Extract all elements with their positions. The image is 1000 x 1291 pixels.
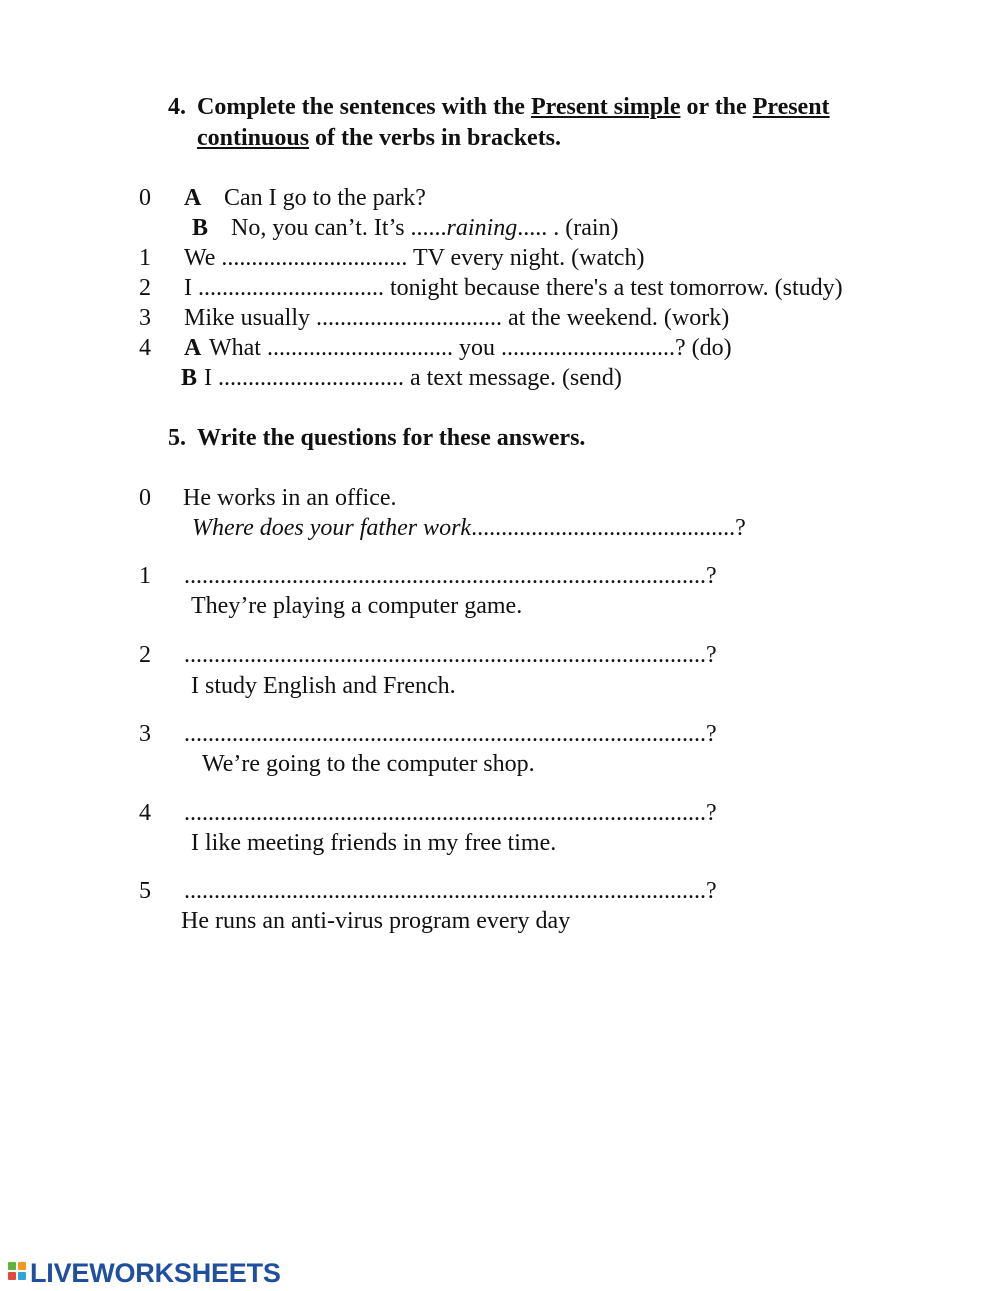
s5-item-1-number: 1 [139,563,151,589]
s4-item-0b-speaker: B [192,215,209,241]
liveworksheets-logo-icon [8,1260,28,1286]
s4-item-0b-line [231,214,619,242]
s4-item-0b-text-before: No, you can’t. It’s ...... [231,215,447,241]
s4-item-1-number: 1 [139,245,151,271]
section-5-heading [168,423,585,453]
s4-item-4-number: 4 [139,335,151,361]
s4-item-4b-speaker: B [181,365,198,391]
s5-item-2-blank[interactable]: .......................................................................................? [184,642,717,668]
s5-item-4-answer: I like meeting friends in my free time. [191,830,557,856]
section-4-title-part2: or the [680,94,753,120]
s4-item-1-text[interactable]: We ............................... TV every night. (watch) [184,245,645,271]
s4-item-4-text[interactable]: What ............................... you .............................? (do) [209,335,732,361]
section-5-title: Write the questions for these answers. [197,425,586,451]
s5-example-question-line [192,514,746,542]
s5-item-3-number: 3 [139,721,151,747]
s5-example-number: 0 [139,485,151,511]
section-4-number: 4. [168,94,186,120]
section-4-title-part1: Complete the sentences with the [197,94,531,120]
liveworksheets-logo-text: LIVEWORKSHEETS [30,1258,281,1288]
s5-example-question: Where does your father work [192,515,472,541]
s4-item-3-text[interactable]: Mike usually ............................... at the weekend. (work) [184,305,730,331]
s4-item-3-number: 3 [139,305,151,331]
s4-item-0-number: 0 [139,185,151,211]
liveworksheets-logo[interactable] [8,1258,281,1288]
s5-item-4-blank[interactable]: .......................................................................................? [184,800,717,826]
s4-item-2-text[interactable]: I ............................... tonight because there's a test tomorrow. (study) [184,275,843,301]
section-5-number: 5. [168,425,186,451]
s4-item-2-number: 2 [139,275,151,301]
section-4-title-present-continuous-1: Present [752,94,830,120]
s5-item-3-answer: We’re going to the computer shop. [202,751,535,777]
s5-example-answer: He works in an office. [183,485,397,511]
section-4-title-part3: of the verbs in brackets. [309,125,562,151]
s4-item-0-text: Can I go to the park? [224,185,426,211]
s4-item-0b-answer: raining [446,215,518,241]
s5-item-2-answer: I study English and French. [191,673,456,699]
s5-item-3-blank[interactable]: .......................................................................................? [184,721,717,747]
section-4-heading-line2 [197,123,561,153]
s5-item-1-answer: They’re playing a computer game. [191,593,523,619]
s4-item-4-speaker: A [184,335,202,361]
s5-item-1-blank[interactable]: .......................................................................................? [184,563,717,589]
s5-item-2-number: 2 [139,642,151,668]
s5-example-question-dots: ............................................? [471,515,746,541]
s5-item-5-blank[interactable]: .......................................................................................? [184,878,717,904]
section-4-title-present-simple: Present simple [530,94,681,120]
section-4-title-present-continuous-2: continuous [197,125,310,151]
s5-item-5-answer: He runs an anti-virus program every day [181,908,571,934]
s4-item-0-speaker: A [184,185,202,211]
s4-item-4b-text[interactable]: I ............................... a text message. (send) [204,365,622,391]
section-4-heading [168,92,830,122]
s5-item-5-number: 5 [139,878,151,904]
s5-item-4-number: 4 [139,800,151,826]
s4-item-0b-text-after: ..... . (rain) [517,215,619,241]
